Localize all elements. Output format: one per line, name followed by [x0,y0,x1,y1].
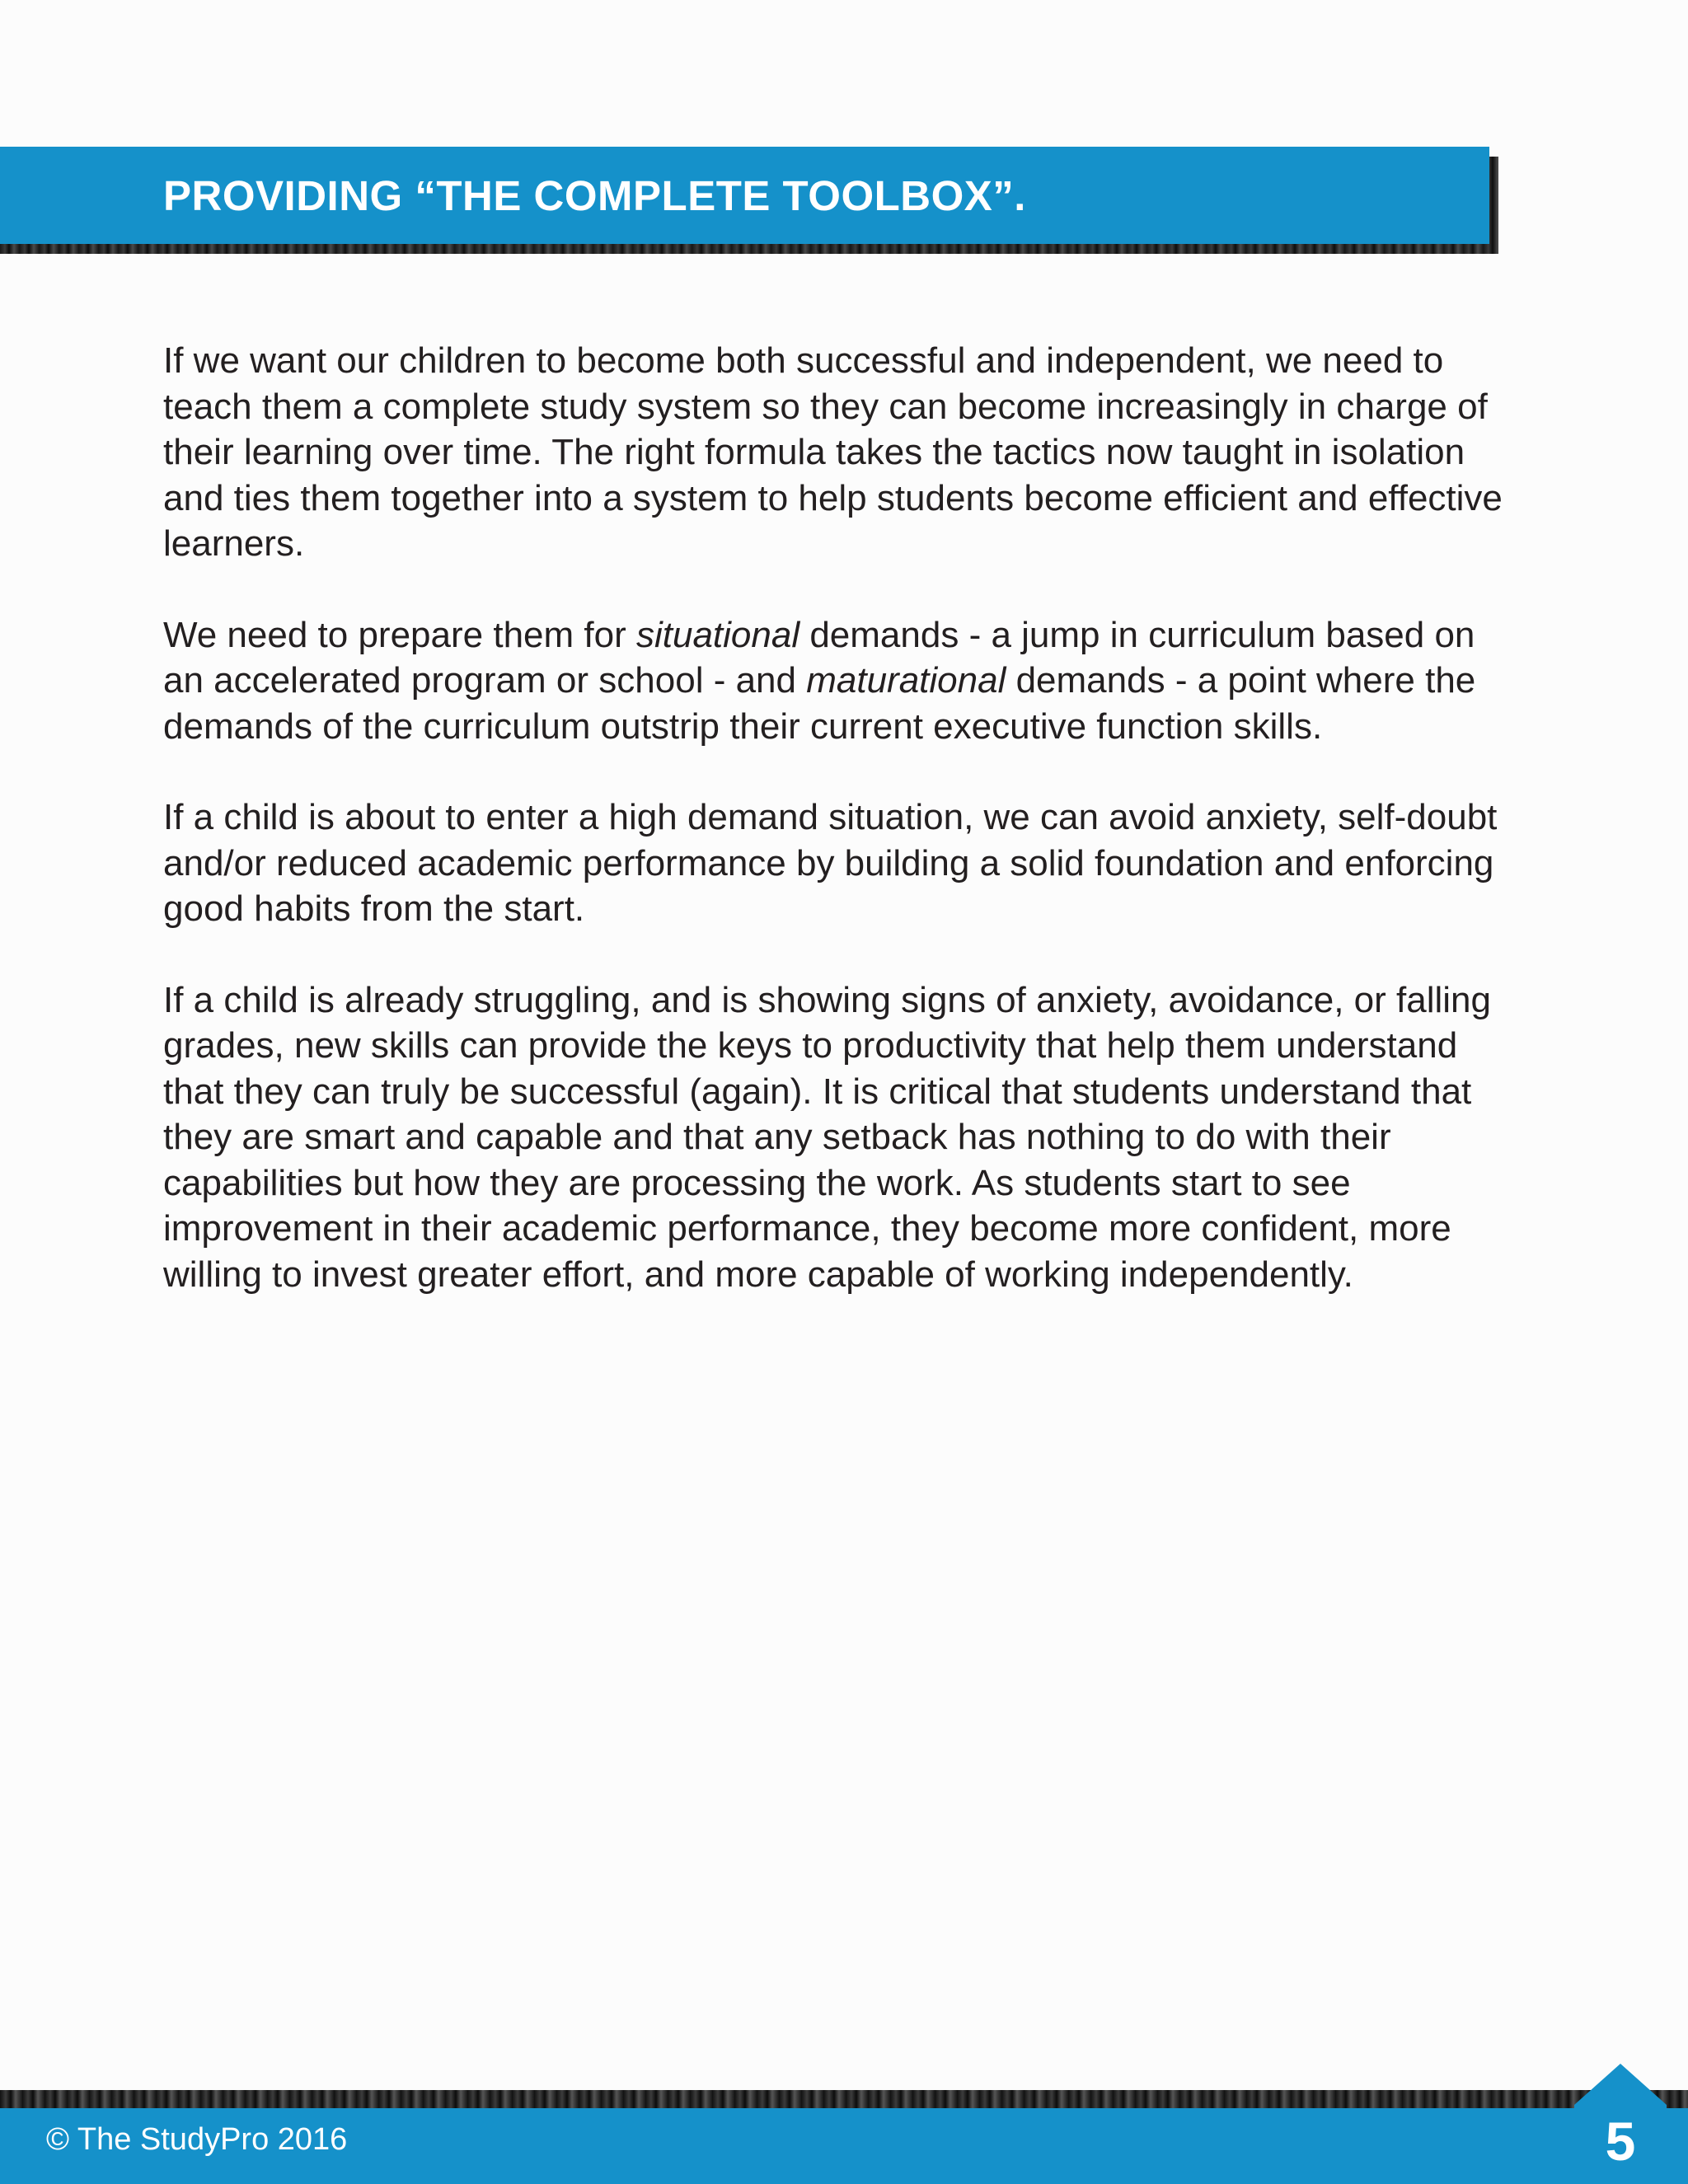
paragraph-2-text: demands - a point where the demands of the curriculum outstrip their current executive function skills. [163,660,1476,747]
page-number: 5 [1605,2111,1636,2172]
page-title: PROVIDING “THE COMPLETE TOOLBOX”. [163,172,1026,219]
paragraph-2-text: demands - a jump in curriculum based on an accelerated program or school - and [163,614,1475,701]
paragraph-1: If we want our children to become both successful and independent, we need to teach them a complete study system so they can become increasingly in charge of their learning over time. The right formula takes the tactics now taught in isolation and ties them together into a system to help students become efficient and effective learners. [163,340,1503,564]
paragraph-2-text: We need to prepare them for [163,614,636,655]
maturational-emphasis: maturational [806,660,1006,701]
footer-texture-strip [0,2090,1688,2110]
paragraph-3: If a child is about to enter a high demand situation, we can avoid anxiety, self-doubt and/or reduced academic performance by building a solid foundation and enforcing good habits from the start. [163,797,1498,929]
paragraph-4: If a child is already struggling, and is showing signs of anxiety, avoidance, or falling grades, new skills can provide the keys to productivity that help them understand that they can truly be successful (again). It is critical that students understand that they are smart and capable and that any setback has nothing to do with their capabilities but how they are processing the work. As students start to see improvement in their academic performance, they become more confident, more willing to invest greater effort, and more capable of working independently. [163,979,1491,1295]
copyright-notice: © The StudyPro 2016 [46,2122,348,2157]
header-banner [0,147,1489,244]
paragraph-2 [163,612,1515,750]
body-content [163,338,1515,1343]
situational-emphasis: situational [635,614,800,655]
